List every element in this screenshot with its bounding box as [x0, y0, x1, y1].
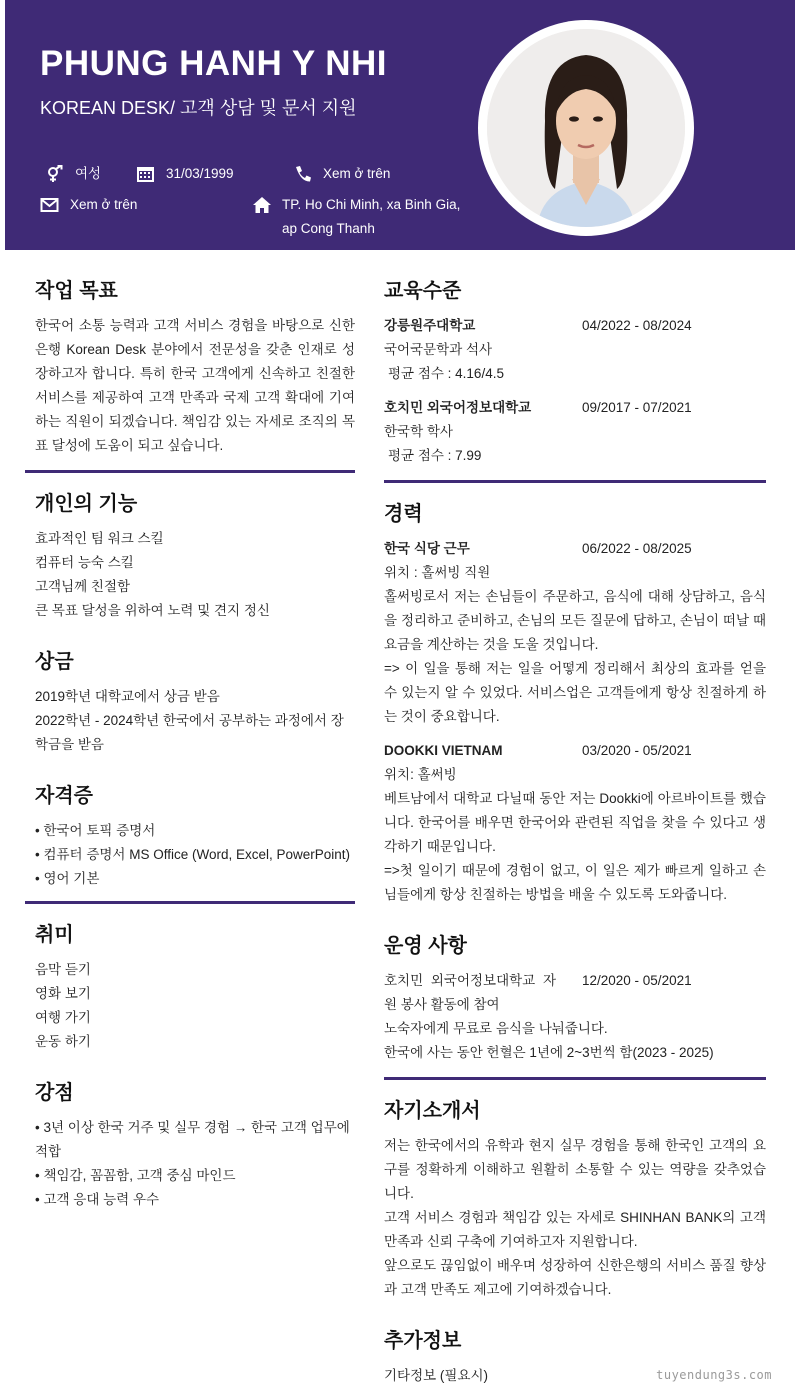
degree: 한국학 학사 [384, 424, 453, 439]
organization: 호치민 외국어정보대학교 자 [384, 973, 556, 988]
email-info [40, 193, 137, 217]
gender-icon [45, 165, 65, 183]
list-item: 음막 듣기 [35, 962, 91, 977]
list-item: 2019학년 대학교에서 상금 받음 [35, 689, 220, 704]
phone-info [293, 162, 390, 186]
certifications-heading: 자격증 [35, 785, 93, 807]
awards-section [25, 645, 355, 757]
job-note: =>첫 일이기 때문에 경험이 없고, 이 일은 제가 빠르게 일하고 손님들에게 항상 친절하는 방법을 배울 수 있도록 도와줍니다. [384, 863, 766, 902]
education-entry [384, 396, 766, 468]
gpa: 평균 점수 : 7.99 [388, 448, 482, 463]
gpa: 평균 점수 : 4.16/4.5 [388, 366, 504, 381]
objective-section [25, 274, 355, 458]
email-value: Xem ở trên [70, 197, 138, 212]
phone-icon [293, 165, 313, 183]
school-name: 호치민 외국어정보대학교 [384, 400, 532, 415]
birthdate-value: 31/03/1999 [166, 166, 234, 181]
birthdate-info [136, 162, 234, 186]
objective-text: 한국어 소통 능력과 고객 서비스 경험을 바탕으로 신한은행 Korean Desk 분야에서 전문성을 갖춘 인재로 성장하고자 합니다. 특히 한국 고객에게 신속하고 친절한 서비스를 제공하여 고객 만족과 국제 고객 확대에 기여하는 직원이 되겠습니다. 책임감 있는 자세로 조직의 목표 달성에 도움이 되고 싶습니다. [35, 318, 355, 453]
hobbies-section [25, 918, 355, 1054]
position: 위치: 홀써빙 [384, 767, 457, 782]
intro-paragraph: 앞으로도 끊임없이 배우며 성장하여 신한은행의 서비스 품질 향상과 고객 만족도 제고에 기여하겠습니다. [384, 1258, 766, 1297]
strengths-section [25, 1076, 355, 1212]
calendar-icon [136, 165, 156, 183]
list-item: 2022학년 - 2024학년 한국에서 공부하는 과정에서 장학금을 받음 [35, 713, 344, 752]
activities-heading: 운영 사항 [384, 935, 467, 957]
company-name: DOOKKI VIETNAM [384, 743, 503, 758]
intro-heading: 자기소개서 [384, 1100, 481, 1122]
list-item: 노숙자에게 무료로 음식을 나눠줍니다. [384, 1021, 608, 1036]
phone-value: Xem ở trên [323, 166, 391, 181]
job-description: 홀써빙로서 저는 손님들이 주문하고, 음식에 대해 상담하고, 음식을 정리하고 준비하고, 손님의 모든 질문에 답하고, 손님이 떠날 때 요금을 계산하는 것을 도울 것입니다. [384, 589, 766, 652]
gender-info [45, 162, 101, 186]
job-note: => 이 일을 통해 저는 일을 어떻게 정리해서 최상의 효과를 얻을 수 있는지 알 수 있었다. 서비스업은 고객들에게 항상 친절하게 하는 것이 중요합니다. [384, 661, 766, 724]
list-item: 여행 가기 [35, 1010, 91, 1025]
entry-period: 12/2020 - 05/2021 [582, 973, 692, 988]
list-item: 영화 보기 [35, 986, 91, 1001]
degree: 국어국문학과 석사 [384, 342, 493, 357]
activity-entry [384, 969, 766, 1065]
list-item: • 컴퓨터 증명서 MS Office (Word, Excel, PowerPoint) [35, 847, 351, 862]
section-divider [25, 470, 355, 473]
position: 위치 : 홀써빙 직원 [384, 565, 491, 580]
gender-value: 여성 [75, 166, 102, 181]
certifications-section [25, 779, 355, 891]
list-item: • 3년 이상 한국 거주 및 실무 경험 → 한국 고객 업무에 적합 [35, 1120, 350, 1159]
entry-period: 04/2022 - 08/2024 [582, 318, 692, 333]
company-name: 한국 식당 근무 [384, 541, 470, 556]
right-column [384, 270, 766, 1388]
candidate-name: PHUNG HANH Y NHI [40, 44, 388, 83]
entry-period: 09/2017 - 07/2021 [582, 400, 692, 415]
list-item: 한국에 사는 동안 헌혈은 1년에 2~3번씩 함(2023 - 2025) [384, 1045, 714, 1060]
list-item: 고객님께 친절함 [35, 579, 131, 594]
skills-heading: 개인의 기능 [35, 493, 138, 515]
section-divider [384, 1077, 766, 1080]
experience-heading: 경력 [384, 503, 423, 525]
section-divider [25, 901, 355, 904]
additional-text: 기타정보 (필요시) [384, 1368, 489, 1383]
list-item: • 고객 응대 능력 우수 [35, 1192, 160, 1207]
list-item: • 책임감, 꼼꼼함, 고객 중심 마인드 [35, 1168, 236, 1183]
education-heading: 교육수준 [384, 280, 462, 302]
address-line2: ap Cong Thanh [282, 221, 375, 236]
list-item: • 한국어 토픽 증명서 [35, 823, 156, 838]
school-name: 강릉원주대학교 [384, 318, 476, 333]
job-description: 베트남에서 대학교 다닐때 동안 저는 Dookki에 아르바이트를 했습니다. 한국어를 배우면 한국어와 관련된 직업을 찾을 수 있다고 생각하기 때문입니다. [384, 791, 766, 854]
strengths-heading: 강점 [35, 1082, 74, 1104]
activities-section [384, 929, 766, 1065]
list-item: 효과적인 팀 워크 스킬 [35, 531, 164, 546]
candidate-title: KOREAN DESK/ 고객 상담 및 문서 지원 [40, 98, 357, 118]
left-column [25, 270, 355, 1212]
list-item: • 영어 기본 [35, 871, 100, 886]
intro-section [384, 1094, 766, 1302]
address-info [252, 193, 460, 241]
watermark-text: tuyendung3s.com [656, 1368, 772, 1382]
hobbies-heading: 취미 [35, 924, 74, 946]
entry-period: 06/2022 - 08/2025 [582, 541, 692, 556]
entry-period: 03/2020 - 05/2021 [582, 743, 692, 758]
experience-entry [384, 537, 766, 729]
experience-section [384, 497, 766, 907]
list-item: 원 봉사 활동에 참여 [384, 997, 500, 1012]
intro-paragraph: 저는 한국에서의 유학과 현지 실무 경험을 통해 한국인 고객의 요구를 정확하게 이해하고 원활히 소통할 수 있는 역량을 갖추었습니다. [384, 1138, 766, 1201]
address-line1: TP. Ho Chi Minh, xa Binh Gia, [282, 197, 461, 212]
list-item: 운동 하기 [35, 1034, 91, 1049]
education-entry [384, 314, 766, 386]
intro-paragraph: 고객 서비스 경험과 책임감 있는 자세로 SHINHAN BANK의 고객 만족과 신뢰 구축에 기여하고자 지원합니다. [384, 1210, 766, 1249]
list-item: 큰 목표 달성을 위하여 노력 및 견지 정신 [35, 603, 270, 618]
section-divider [384, 480, 766, 483]
profile-photo [487, 29, 685, 227]
list-item: 컴퓨터 능숙 스킬 [35, 555, 134, 570]
experience-entry [384, 739, 766, 907]
objective-heading: 작업 목표 [35, 280, 118, 302]
additional-heading: 추가정보 [384, 1330, 462, 1352]
education-section [384, 274, 766, 468]
home-icon [252, 196, 272, 214]
skills-section [25, 487, 355, 623]
awards-heading: 상금 [35, 651, 74, 673]
envelope-icon [40, 196, 60, 214]
